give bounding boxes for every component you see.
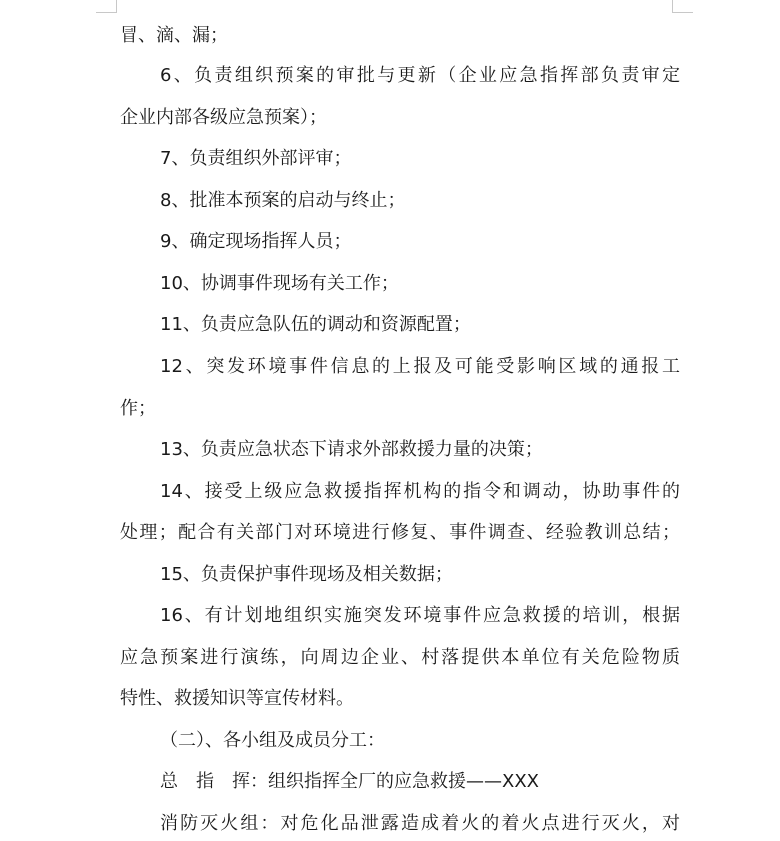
list-item-6: 6、负责组织预案的审批与更新（企业应急指挥部负责审定 <box>160 65 680 86</box>
text-line: 特性、救援知识等宣传材料。 <box>120 688 354 709</box>
list-item-12: 12、突发环境事件信息的上报及可能受影响区域的通报工 <box>160 356 680 377</box>
page-corner-mark-left <box>96 0 117 13</box>
section-heading: （二）、各小组及成员分工： <box>160 730 385 751</box>
text-line: 应急预案进行演练，向周边企业、村落提供本单位有关危险物质 <box>120 647 680 668</box>
page-corner-mark-right <box>672 0 693 13</box>
text-line: 企业内部各级应急预案）； <box>120 107 327 128</box>
list-item-15: 15、负责保护事件现场及相关数据； <box>160 564 453 585</box>
list-item-14: 14、接受上级应急救援指挥机构的指令和调动，协助事件的 <box>160 481 680 502</box>
list-item-9: 9、确定现场指挥人员； <box>160 231 352 252</box>
list-item-7: 7、负责组织外部评审； <box>160 148 352 169</box>
list-item-10: 10、协调事件现场有关工作； <box>160 273 399 294</box>
list-item-11: 11、负责应急队伍的调动和资源配置； <box>160 314 471 335</box>
list-item-13: 13、负责应急状态下请求外部救援力量的决策； <box>160 439 543 460</box>
text-line: 作； <box>120 398 156 419</box>
text-line: 处理；配合有关部门对环境进行修复、事件调查、经验教训总结； <box>120 522 680 543</box>
list-item-16: 16、有计划地组织实施突发环境事件应急救援的培训，根据 <box>160 605 680 626</box>
role-firefighting-group: 消防灭火组：对危化品泄露造成着火的着火点进行灭火，对 <box>160 813 680 834</box>
list-item-8: 8、批准本预案的启动与终止； <box>160 190 406 211</box>
text-line: 冒、滴、漏； <box>120 25 228 46</box>
role-commander: 总 指 挥：组织指挥全厂的应急救援——XXX <box>160 771 539 792</box>
